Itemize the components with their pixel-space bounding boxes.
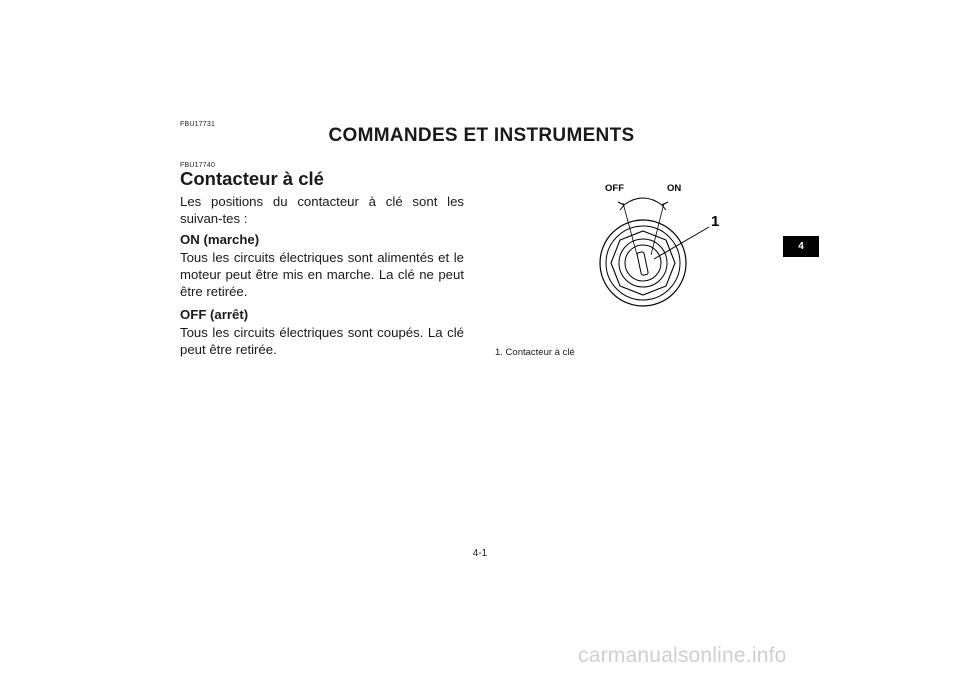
- rotation-arc: [624, 198, 662, 205]
- intro-text: Les positions du contacteur à clé sont les suivan-tes :: [180, 194, 464, 226]
- page-number: 4-1: [472, 548, 488, 559]
- chapter-tab: 4: [783, 236, 819, 257]
- callout-number: 1: [711, 213, 720, 230]
- header-code: FBU17731: [180, 121, 216, 128]
- off-position-label: OFF: [605, 183, 624, 194]
- on-description: Tous les circuits électriques sont alimentés et le moteur peut être mis en marche. La clé ne peut être retirée.: [180, 250, 464, 299]
- off-label: OFF (arrêt): [180, 307, 249, 322]
- key-switch-illustration: [585, 175, 725, 315]
- on-label: ON (marche): [180, 232, 260, 247]
- watermark: carmanualsonline.info: [578, 644, 787, 667]
- section-title: Contacteur à clé: [180, 168, 324, 189]
- key-slot: [637, 252, 649, 276]
- chapter-title: COMMANDES ET INSTRUMENTS: [328, 125, 635, 146]
- figure-caption: 1. Contacteur à clé: [495, 347, 575, 358]
- off-description: Tous les circuits électriques sont coupés. La clé peut être retirée.: [180, 325, 464, 357]
- on-position-label: ON: [667, 183, 682, 194]
- section-code: FBU17740: [180, 162, 216, 169]
